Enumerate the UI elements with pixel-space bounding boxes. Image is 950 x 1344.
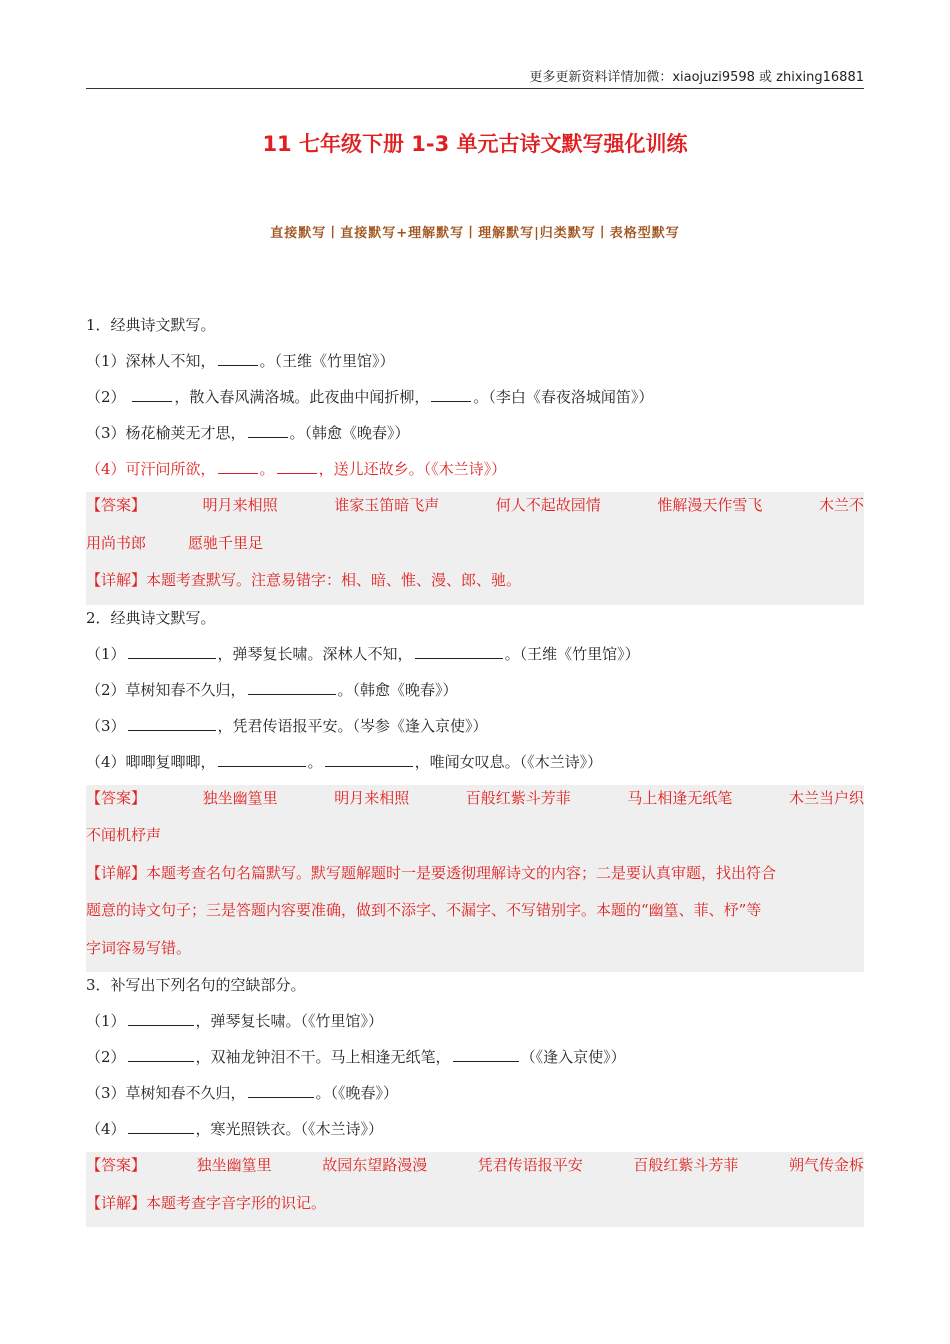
answer-item: 独坐幽篁里 [196, 1156, 272, 1174]
header-note: 更多更新资料详情加微：xiaojuzi9598 或 zhixing16881 [529, 70, 864, 85]
question-1-item-4: （4）可汗问所欲， 。 ，送儿还故乡。（《木兰诗》） [86, 456, 864, 492]
answer-item: 惟解漫天作雪飞 [657, 496, 763, 514]
question-3-answer-box [86, 1152, 864, 1227]
question-1-stem: 1．经典诗文默写。 [86, 316, 216, 334]
header-divider [86, 88, 864, 89]
question-2-detail-line-3: 字词容易写错。 [86, 938, 192, 957]
question-2-item-1: （1） ，弹琴复长啸。深林人不知， 。（王维《竹里馆》） [86, 641, 864, 677]
question-2-item-4: （4）唧唧复唧唧， 。 ，唯闻女叹息。（《木兰诗》） [86, 749, 864, 785]
question-3-item-3: （3）草树知春不久归， 。（《晚春》） [86, 1080, 864, 1116]
answer-item: 凭君传语报平安 [477, 1156, 583, 1174]
question-2-stem: 2．经典诗文默写。 [86, 608, 216, 627]
question-1-item-3: （3）杨花榆荚无才思， 。（韩愈《晚春》） [86, 420, 864, 456]
answer-item: 明月来相照 [334, 788, 410, 807]
answer-item: 何人不起故园情 [495, 496, 601, 514]
question-3-item-1: （1） ，弹琴复长啸。（《竹里馆》） [86, 1008, 864, 1044]
question-1-answer-continued: 用尚书郎 愿驰千里足 [86, 533, 264, 552]
answer-item: 故园东望路漫漫 [322, 1156, 428, 1174]
answer-item: 百般红紫斗芳菲 [633, 1156, 739, 1174]
answer-item: 朔气传金柝 [788, 1156, 864, 1174]
question-2-answer-continued: 不闻机杼声 [86, 826, 162, 844]
question-3-item-2: （2） ，双袖龙钟泪不干。马上相逢无纸笔， （《逢入京使》） [86, 1044, 864, 1080]
document-title: 11 七年级下册 1-3 单元古诗文默写强化训练 [262, 132, 688, 156]
question-1-answer-row [86, 492, 864, 530]
question-2-item-2: （2）草树知春不久归， 。（韩愈《晚春》） [86, 677, 864, 713]
question-3-answer-row [86, 1152, 864, 1190]
question-2-detail-line-2: 题意的诗文句子；三是答题内容要准确，做到不添字、不漏字、不写错别字。本题的“幽篁、菲、杼”等 [86, 901, 762, 919]
question-2-item-3: （3） ，凭君传语报平安。（岑参《逢入京使》） [86, 713, 864, 749]
answer-label: 【答案】 [86, 788, 147, 807]
answer-item: 木兰当户织 [788, 788, 864, 807]
answer-item: 独坐幽篁里 [202, 788, 278, 807]
answer-item: 百般红紫斗芳菲 [465, 788, 571, 807]
question-1-item-2: （2） ，散入春风满洛城。此夜曲中闻折柳， 。（李白《春夜洛城闻笛》） [86, 384, 864, 420]
question-2-detail-line-1: 【详解】本题考查名句名篇默写。默写题解题时一是要透彻理解诗文的内容；二是要认真审题，找出符合 [86, 863, 777, 882]
answer-label: 【答案】 [86, 1156, 147, 1174]
question-3-stem: 3．补写出下列名句的空缺部分。 [86, 976, 306, 994]
document-subtitle: 直接默写丨直接默写+理解默写丨理解默写|归类默写丨表格型默写 [270, 226, 680, 241]
document-body [86, 312, 864, 1227]
answer-item: 谁家玉笛暗飞声 [334, 496, 440, 514]
answer-label: 【答案】 [86, 496, 147, 514]
question-2-answer-row [86, 785, 864, 823]
question-2-answer-box [86, 785, 864, 973]
question-1-detail: 【详解】本题考查默写。注意易错字：相、暗、惟、漫、郎、驰。 [86, 571, 522, 589]
answer-item: 马上相逢无纸笔 [627, 788, 733, 807]
question-1-answer-box [86, 492, 864, 605]
question-1-item-1: （1）深林人不知， 。（王维《竹里馆》） [86, 348, 864, 384]
answer-item: 木兰不 [818, 496, 864, 514]
question-3-item-4: （4） ，寒光照铁衣。（《木兰诗》） [86, 1116, 864, 1152]
answer-item: 明月来相照 [202, 496, 278, 514]
question-3-detail: 【详解】本题考查字音字形的识记。 [86, 1193, 327, 1212]
